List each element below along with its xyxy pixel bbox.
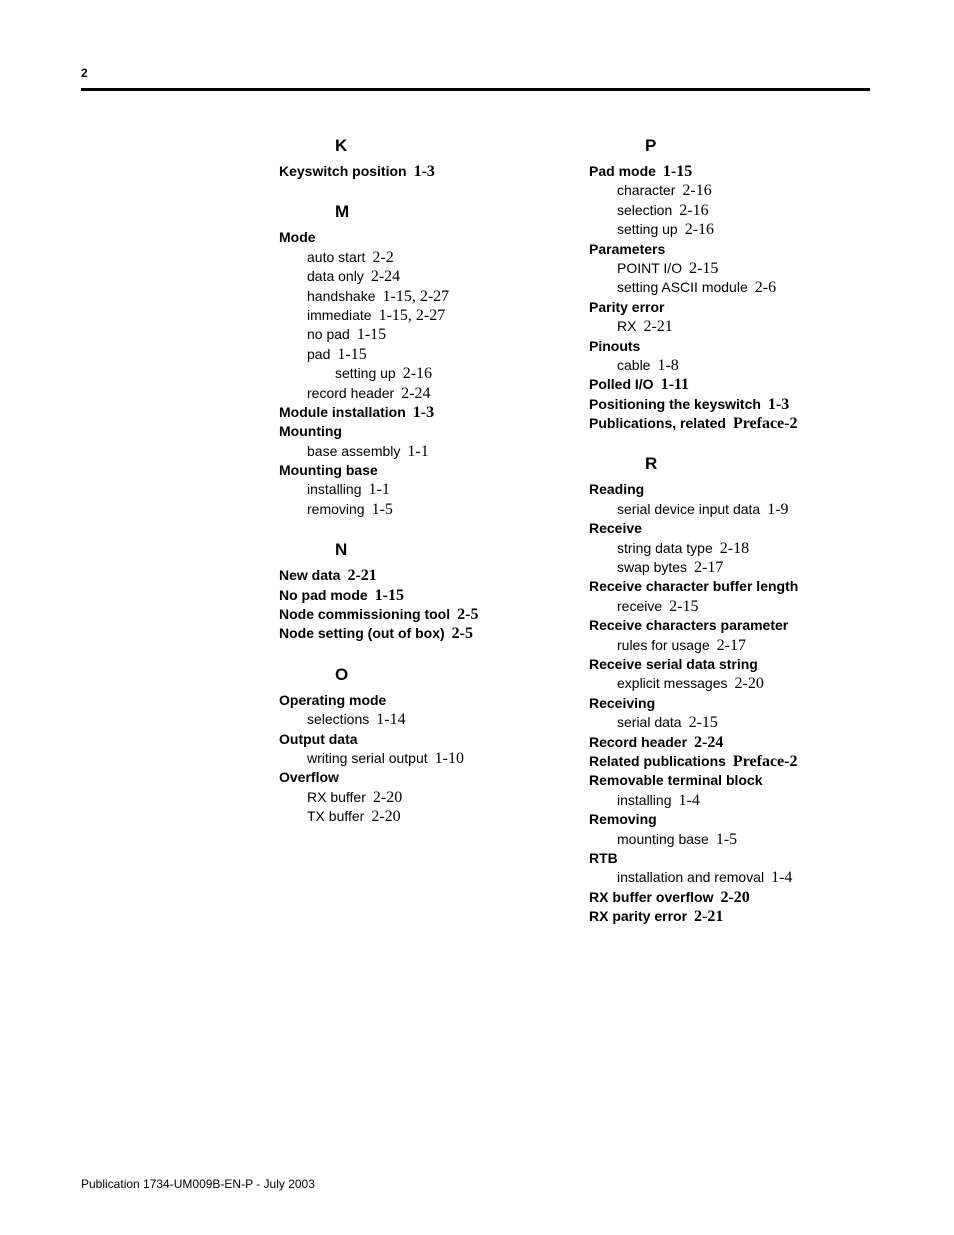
index-entry-text: Polled I/O [589, 376, 654, 393]
index-entry-text: Record header [589, 733, 688, 750]
index-term [589, 907, 879, 926]
page-reference: 2-24 [370, 268, 401, 286]
section-letter: P [645, 136, 657, 155]
page-reference: Preface-2 [732, 752, 798, 770]
index-entry-text: Removing [589, 811, 657, 828]
index-term [589, 337, 879, 356]
index-term [589, 849, 879, 868]
section-letter: O [335, 664, 349, 684]
page-reference: 2-17 [694, 559, 724, 577]
index-subterm [279, 345, 569, 364]
index-term [279, 730, 569, 749]
index-term [279, 228, 569, 247]
index-entry-text: Output data [279, 730, 358, 747]
page-reference: 2-16 [682, 182, 712, 200]
index-term [589, 240, 879, 259]
index-term [589, 771, 879, 790]
index-entry-text: Keyswitch position [279, 163, 407, 179]
index-column-right [589, 134, 879, 945]
page-reference: 1-14 [376, 711, 406, 729]
index-subterm [279, 287, 569, 306]
index-subterm [589, 500, 879, 519]
index-entry-text: Parity error [589, 298, 665, 315]
index-entry-text: Node commissioning tool [279, 606, 451, 623]
index-entry-text: setting ASCII module [617, 279, 748, 296]
index-section [279, 134, 569, 181]
index-entry-text: Node setting (out of box) [279, 625, 445, 642]
index-entry-text: selections [307, 711, 370, 728]
index-term [279, 624, 569, 643]
index-entry-text: installing [307, 481, 362, 498]
page-reference: 1-15 [374, 586, 404, 604]
index-entry-text: mounting base [617, 830, 709, 847]
index-entry-text: TX buffer [307, 808, 365, 825]
index-term [589, 616, 879, 635]
index-subterm [279, 710, 569, 729]
index-term [589, 577, 879, 596]
page-reference: 1-8 [657, 356, 679, 374]
index-section [279, 538, 569, 644]
index-subterm [279, 384, 569, 403]
page-reference: 2-5 [451, 625, 473, 643]
index-subterm [589, 181, 879, 200]
index-column-left [279, 134, 569, 846]
index-entry-text: Receive serial data string [589, 655, 758, 672]
page-reference: 2-5 [457, 606, 479, 624]
index-entry-text: Pad mode [589, 163, 656, 179]
index-entry-text: Mounting base [279, 462, 378, 479]
page-reference: 1-3 [767, 395, 790, 413]
index-entry-text: character [617, 182, 676, 199]
index-term [589, 810, 879, 829]
index-entry-text: Related publications [589, 752, 726, 769]
page-reference: 1-3 [412, 403, 435, 421]
index-entry-text: Receive characters parameter [589, 617, 789, 634]
header-rule [81, 88, 870, 91]
index-term [279, 605, 569, 624]
page-reference: 2-15 [689, 259, 719, 277]
index-entry-text: Publications, related [589, 415, 726, 432]
index-subterm [279, 306, 569, 325]
index-subterm [279, 248, 569, 267]
index-entry-text: Reading [589, 481, 645, 498]
page-reference: 2-20 [371, 808, 401, 826]
page-reference: 2-24 [694, 733, 724, 751]
index-subterm [589, 356, 879, 375]
index-term [589, 733, 879, 752]
index-entry-text: Mounting [279, 423, 342, 440]
index-term [279, 586, 569, 605]
index-entry-text: POINT I/O [617, 259, 683, 276]
index-subterm [279, 807, 569, 826]
index-entry-text: receive [617, 597, 663, 614]
index-term [589, 519, 879, 538]
index-term [279, 566, 569, 585]
index-entry-text: RX [617, 318, 637, 335]
index-entry-text: setting up [617, 221, 678, 238]
page-reference: 1-15 [662, 163, 693, 180]
index-subterm [589, 830, 879, 849]
page-reference: 2-21 [643, 318, 673, 336]
index-term [279, 162, 569, 181]
index-entry-text: selection [617, 201, 673, 218]
index-subterm [279, 749, 569, 768]
page-reference: 2-6 [754, 279, 777, 297]
index-subterm [279, 480, 569, 499]
index-subterm [279, 442, 569, 461]
index-subterm [589, 558, 879, 577]
index-term [589, 888, 879, 907]
index-entry-text: rules for usage [617, 636, 710, 653]
index-entry-text: setting up [335, 365, 396, 382]
page-reference: 2-2 [372, 248, 394, 266]
index-subterm [589, 674, 879, 693]
section-letter: R [645, 454, 658, 474]
index-section [279, 663, 569, 827]
index-entry-text: writing serial output [307, 749, 428, 766]
page-reference: 1-15 [337, 345, 367, 363]
index-entry-text: New data [279, 567, 341, 584]
index-entry-text: Receive character buffer length [589, 578, 799, 595]
index-subterm [279, 500, 569, 519]
index-entry-text: Positioning the keyswitch [589, 395, 761, 412]
index-entry-text: RX buffer overflow [589, 888, 714, 905]
index-entry-text: cable [617, 356, 651, 373]
page-reference: 2-16 [402, 365, 433, 383]
index-entry-text: data only [307, 268, 364, 285]
page-reference: 1-1 [368, 481, 390, 499]
index-entry-text: installation and removal [617, 869, 765, 886]
index-subterm [589, 791, 879, 810]
page-reference: 1-9 [767, 500, 789, 518]
index-subterm [279, 267, 569, 286]
index-subterm [589, 201, 879, 220]
page-reference: 2-16 [684, 221, 715, 239]
page-reference: 2-21 [347, 567, 377, 585]
section-letter: K [335, 136, 348, 155]
index-section [589, 134, 879, 433]
index-term [589, 414, 879, 433]
page-reference: 1-15, 2-27 [382, 287, 450, 305]
index-entry-text: Mode [279, 229, 316, 246]
index-entry-text: Parameters [589, 240, 666, 257]
index-term [589, 375, 879, 394]
page-number: 2 [81, 66, 88, 80]
page-reference: 1-15, 2-27 [378, 306, 446, 324]
index-subterm [589, 636, 879, 655]
index-entry-text: no pad [307, 326, 350, 343]
page-reference: 1-11 [660, 376, 690, 394]
section-letter: M [335, 202, 350, 222]
page-reference: 2-15 [669, 597, 699, 615]
index-term [589, 298, 879, 317]
index-entry-text: auto start [307, 248, 366, 265]
index-entry-text: Receive [589, 520, 642, 537]
index-subterm [589, 317, 879, 336]
index-term [279, 461, 569, 480]
index-entry-text: Overflow [279, 769, 339, 786]
index-subterm [589, 868, 879, 887]
page-reference: 2-16 [679, 201, 709, 219]
page-reference: 2-20 [720, 888, 750, 906]
index-term [589, 162, 879, 181]
page-reference: 2-20 [734, 675, 764, 693]
index-entry-text: explicit messages [617, 675, 728, 692]
page-reference: 1-5 [715, 830, 738, 848]
index-subterm [589, 259, 879, 278]
index-entry-text: installing [617, 791, 672, 808]
page-reference: 2-15 [688, 714, 718, 732]
page-reference: Preface-2 [732, 415, 798, 433]
page-reference: 1-3 [413, 163, 435, 180]
index-entry-text: RX parity error [589, 908, 688, 925]
index-entry-text: string data type [617, 539, 713, 556]
page-reference: 2-17 [716, 636, 746, 654]
index-subterm [589, 278, 879, 297]
index-entry-text: serial device input data [617, 500, 761, 517]
index-term [589, 480, 879, 499]
index-term [279, 422, 569, 441]
index-term [589, 752, 879, 771]
section-letter: N [335, 540, 348, 560]
index-subterm [589, 597, 879, 616]
index-term [589, 655, 879, 674]
index-entry-text: serial data [617, 714, 682, 731]
index-entry-text: swap bytes [617, 559, 688, 576]
index-entry-text: Module installation [279, 403, 406, 420]
page-reference: 1-5 [371, 500, 393, 518]
index-subterm [279, 364, 569, 383]
page-reference: 2-20 [372, 788, 403, 806]
page-reference: 2-24 [401, 384, 431, 402]
index-entry-text: record header [307, 384, 395, 401]
index-entry-text: RX buffer [307, 788, 366, 805]
index-entry-text: immediate [307, 306, 372, 323]
index-entry-text: No pad mode [279, 586, 368, 603]
index-term [589, 694, 879, 713]
page-reference: 2-18 [719, 539, 750, 557]
index-term [279, 403, 569, 422]
index-subterm [589, 220, 879, 239]
index-entry-text: pad [307, 345, 331, 362]
index-section [589, 452, 879, 926]
page-reference: 1-15 [356, 326, 387, 344]
publication-footer: Publication 1734-UM009B-EN-P - July 2003 [81, 1177, 315, 1191]
index-subterm [589, 539, 879, 558]
index-term [279, 691, 569, 710]
index-entry-text: Operating mode [279, 691, 387, 708]
page-reference: 2-21 [694, 908, 724, 926]
index-term [589, 395, 879, 414]
index-subterm [279, 325, 569, 344]
index-section [279, 200, 569, 519]
page-reference: 1-4 [678, 791, 700, 809]
index-entry-text: base assembly [307, 442, 401, 459]
index-entry-text: Removable terminal block [589, 772, 763, 789]
index-entry-text: RTB [589, 849, 618, 866]
index-entry-text: removing [307, 500, 365, 517]
page-reference: 1-1 [407, 442, 429, 460]
index-entry-text: Receiving [589, 694, 656, 711]
index-entry-text: Pinouts [589, 337, 641, 354]
index-subterm [589, 713, 879, 732]
page-reference: 1-4 [771, 869, 793, 887]
page-reference: 1-10 [434, 749, 464, 767]
index-entry-text: handshake [307, 287, 376, 304]
index-subterm [279, 788, 569, 807]
index-term [279, 768, 569, 787]
